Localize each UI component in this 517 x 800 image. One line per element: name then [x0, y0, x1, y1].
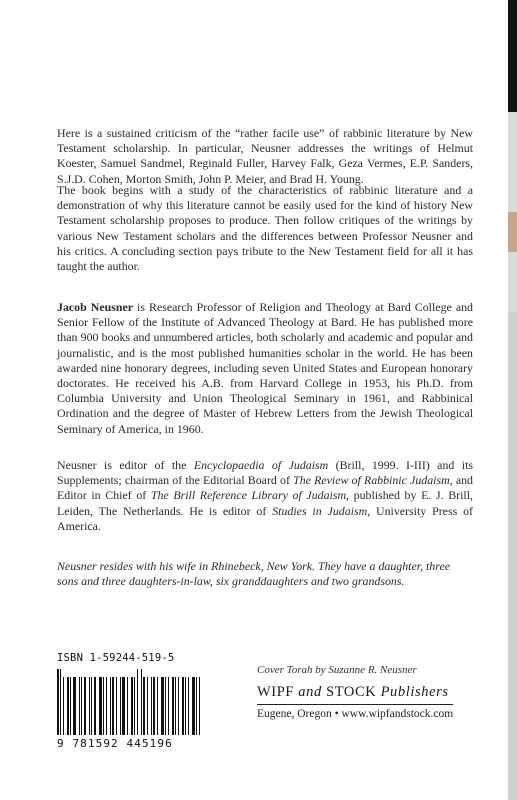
barcode-bar	[60, 669, 61, 735]
publisher-name-part: Publishers	[380, 684, 449, 700]
barcode-bar	[63, 677, 64, 735]
barcode-bar	[116, 677, 117, 735]
author-bio-text-2	[57, 458, 473, 534]
isbn-label: ISBN 1-59244-519-5	[57, 652, 175, 664]
barcode-bar	[153, 677, 155, 735]
isbn-barcode	[57, 652, 207, 748]
barcode-bar	[199, 677, 200, 735]
barcode-bar	[91, 677, 92, 735]
barcode-bar	[196, 677, 197, 735]
bio-text-segment: , and Editor in Chief of	[57, 473, 473, 503]
barcode-bar	[94, 677, 96, 735]
cover-credit: Cover Torah by Suzanne R. Neusner	[257, 664, 417, 676]
publisher-name-part: and	[298, 684, 322, 700]
publisher-block	[257, 664, 457, 720]
author-bio-paragraph-2	[57, 458, 473, 534]
bio-text-segment: , University Press of America.	[57, 503, 473, 533]
barcode-bar	[127, 677, 128, 735]
series-title-brill-library: The Brill Reference Library of Judaism	[150, 488, 347, 503]
barcode-bars	[57, 669, 207, 735]
barcode-bar	[120, 677, 121, 735]
barcode-bar	[84, 677, 86, 735]
barcode-bar	[89, 677, 90, 735]
blurb-paragraph-2	[57, 183, 473, 274]
publisher-name-part: WIPF	[257, 684, 299, 700]
barcode-bar	[103, 677, 104, 735]
barcode-bar	[172, 677, 174, 735]
barcode-bar	[161, 677, 164, 735]
journal-title-review: The Review of Rabbinic Judaism	[293, 473, 450, 488]
publisher-divider	[257, 704, 453, 705]
barcode-bar	[57, 669, 59, 735]
barcode-bar	[151, 677, 152, 735]
barcode-bar	[73, 677, 76, 735]
barcode-bar	[134, 677, 135, 735]
barcode-bar	[81, 677, 82, 735]
barcode-bar	[79, 677, 80, 735]
barcode-bar	[147, 677, 148, 735]
barcode-bar	[122, 677, 125, 735]
barcode-bar	[110, 677, 111, 735]
spine-edge-tan-band	[508, 212, 517, 252]
barcode-bar	[99, 677, 102, 735]
series-title-studies: Studies in Judaism	[272, 503, 368, 518]
blurb-paragraph-1	[57, 126, 473, 187]
barcode-bar	[175, 677, 176, 735]
barcode-bar	[141, 669, 142, 735]
blurb-text-1: Here is a sustained criticism of the “rather facile use” of rabbinic literature by New Testament scholarship. In particular, Neusner addresses the writings of Helmut Koester, Samuel Sandmel, Reginald Fuller, Harvey Falk, Geza Vermes, E.P. Sanders, S.J.D. Cohen, Morton Smith, John P. Meier, and Brad H. Young.	[57, 126, 473, 186]
bio-text-segment: (Brill, 1999. I-III) and its Supplements; chairman of the Editorial Board of	[57, 458, 473, 488]
author-bio-text-3: Neusner resides with his wife in Rhinebeck, New York. They have a daughter, three sons and three daughters-in-law, six granddaughters and two grandsons.	[57, 559, 450, 589]
blurb-text-2: The book begins with a study of the characteristics of rabbinic literature and a demonstration of why this literature cannot be easily used for the kind of history New Testament scholarship proposes to produce. Then follow critiques of the writings by various New Testament scholars and the differences between Professor Neusner and his critics. A concluding section pays tribute to the New Testament field for all it has taught the author.	[57, 183, 473, 274]
barcode-bar	[178, 677, 179, 735]
publisher-name-part: STOCK	[321, 684, 381, 700]
author-bio-paragraph-1	[57, 300, 473, 437]
book-title-encyclopaedia: Encyclopaedia of Judaism	[193, 458, 329, 472]
barcode-bar	[157, 677, 158, 735]
barcode-bar	[137, 669, 138, 735]
barcode-bar	[70, 677, 71, 735]
barcode-bar	[168, 677, 169, 735]
ean-digits: 9 781592 445196	[57, 737, 173, 750]
bio-text-segment: Neusner is editor of the	[57, 458, 194, 472]
publisher-location: Eugene, Oregon • www.wipfandstock.com	[257, 708, 454, 720]
barcode-bar	[131, 677, 133, 735]
barcode-bar	[182, 677, 184, 735]
barcode-bar	[112, 677, 114, 735]
barcode-bar	[192, 677, 195, 735]
author-name: Jacob Neusner	[57, 300, 134, 314]
barcode-bar	[185, 677, 186, 735]
barcode-bar	[106, 677, 107, 735]
barcode-bar	[67, 677, 69, 735]
publisher-name	[257, 684, 457, 701]
spine-edge-dark-band	[508, 0, 517, 112]
author-bio-text-1-rest: is Research Professor of Religion and Theology at Bard College and Senior Fellow of the Institute of Advanced Theology at Bard. He has published more than 900 books and unnumbered articles, both scholarly and academic and popular and journalistic, and is the most published humanities scholar in the world. He has been awarded nine honorary degrees, including seven United States and European honorary doctorates. He received his A.B. from Harvard College in 1953, his Ph.D. from Columbia University and Union Theological Seminary in 1961, and Rabbinical Ordination and the degree of Master of Hebrew Letters from the Jewish Theological Seminary of America, in 1960.	[57, 300, 473, 436]
barcode-bar	[165, 677, 166, 735]
bio-text-segment: , published by E. J. Brill, Leiden, The Netherlands. He is editor of	[57, 488, 473, 518]
barcode-bar	[188, 677, 189, 735]
barcode-bar	[143, 677, 145, 735]
spine-edge-grey-band	[508, 312, 517, 800]
author-bio-text-1	[57, 300, 473, 437]
author-bio-paragraph-3	[57, 559, 473, 589]
